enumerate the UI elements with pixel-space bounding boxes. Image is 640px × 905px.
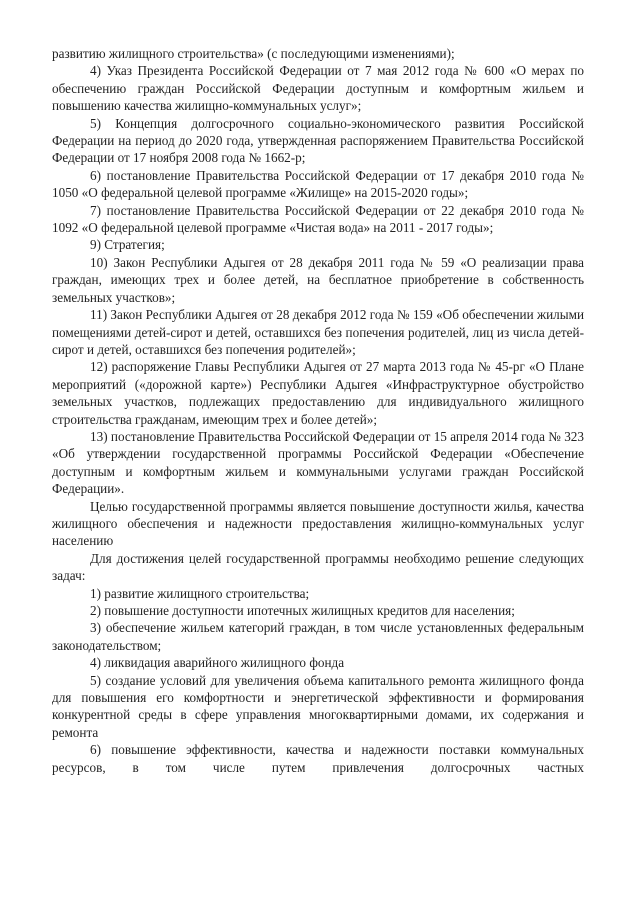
paragraph-task-4: 4) ликвидация аварийного жилищного фонда — [90, 655, 345, 671]
paragraph-item-12: 12) распоряжение Главы Республики Адыгея от 27 марта 2013 года № 45-рг «О Плане мероприятий («дорожной карте») Республики Адыгея «Инфраструктурное обустройство земельных участков, подлежащих предоставлению для индивидуального жилищного строительства гражданам, имеющим трех и более детей»; — [52, 359, 584, 427]
paragraph-task-6: 6) повышение эффективности, качества и надежности поставки коммунальных ресурсов, в том числе путем привлечения долгосрочных частных — [52, 742, 584, 775]
paragraph-item-9: 9) Стратегия; — [90, 237, 165, 253]
paragraph-item-6: 6) постановление Правительства Российской Федерации от 17 декабря 2010 года № 1050 «О федеральной целевой программе «Жилище» на 2015-2020 годы»; — [52, 167, 584, 201]
paragraph-item-13: 13) постановление Правительства Российской Федерации от 15 апреля 2014 года № 323 «Об утверждении государственной программы Российской Федерации «Обеспечение доступным и комфортным жильем и коммунальными услугами граждан Российской Федерации». — [52, 428, 584, 497]
paragraph-task-2: 2) повышение доступности ипотечных жилищных кредитов для населения; — [90, 603, 515, 618]
paragraph-item-5: 5) Концепция долгосрочного социально-экономического развития Российской Федерации на период до 2020 года, утвержденная распоряжением Правительства Российской Федерации от 17 ноября 2008 года № 1662-р; — [52, 115, 584, 166]
paragraph-continuation: развитию жилищного строительства» (с последующими изменениями); — [52, 46, 455, 61]
paragraph-item-4: 4) Указ Президента Российской Федерации от 7 мая 2012 года № 600 «О мерах по обеспечению граждан Российской Федерации доступным и комфортным жильем и повышению качества жилищно-коммунальных услуг»; — [52, 63, 584, 114]
paragraph-task-5: 5) создание условий для увеличения объема капитального ремонта жилищного фонда для повышения его комфортности и энергетической эффективности и формирования конкурентной среды в сфере управления многоквартирными домами, их содержания и ремонта — [52, 672, 584, 740]
paragraph-item-10: 10) Закон Республики Адыгея от 28 декабря 2011 года № 59 «О реализации права граждан, имеющих трех и более детей, на бесплатное приобретение в собственность земельных участков»; — [52, 254, 584, 305]
paragraph-task-3: 3) обеспечение жильем категорий граждан, в том числе установленных федеральным законодательством; — [52, 620, 584, 653]
paragraph-item-11: 11) Закон Республики Адыгея от 28 декабря 2012 года № 159 «Об обеспечении жилыми помещениями детей-сирот и детей, оставшихся без попечения родителей, лиц из числа детей-сирот и детей, оставшихся без попечения родителей»; — [52, 307, 584, 357]
paragraph-tasks-intro: Для достижения целей государственной программы необходимо решение следующих задач: — [52, 550, 584, 584]
document-body — [52, 45, 584, 776]
paragraph-item-7: 7) постановление Правительства Российской Федерации от 22 декабря 2010 года № 1092 «О федеральной целевой программе «Чистая вода» на 2011 - 2017 годы»; — [52, 202, 584, 236]
paragraph-task-1: 1) развитие жилищного строительства; — [90, 585, 310, 601]
paragraph-goal: Целью государственной программы является повышение доступности жилья, качества жилищного обеспечения и надежности предоставления жилищно-коммунальных услуг населению — [52, 498, 584, 549]
